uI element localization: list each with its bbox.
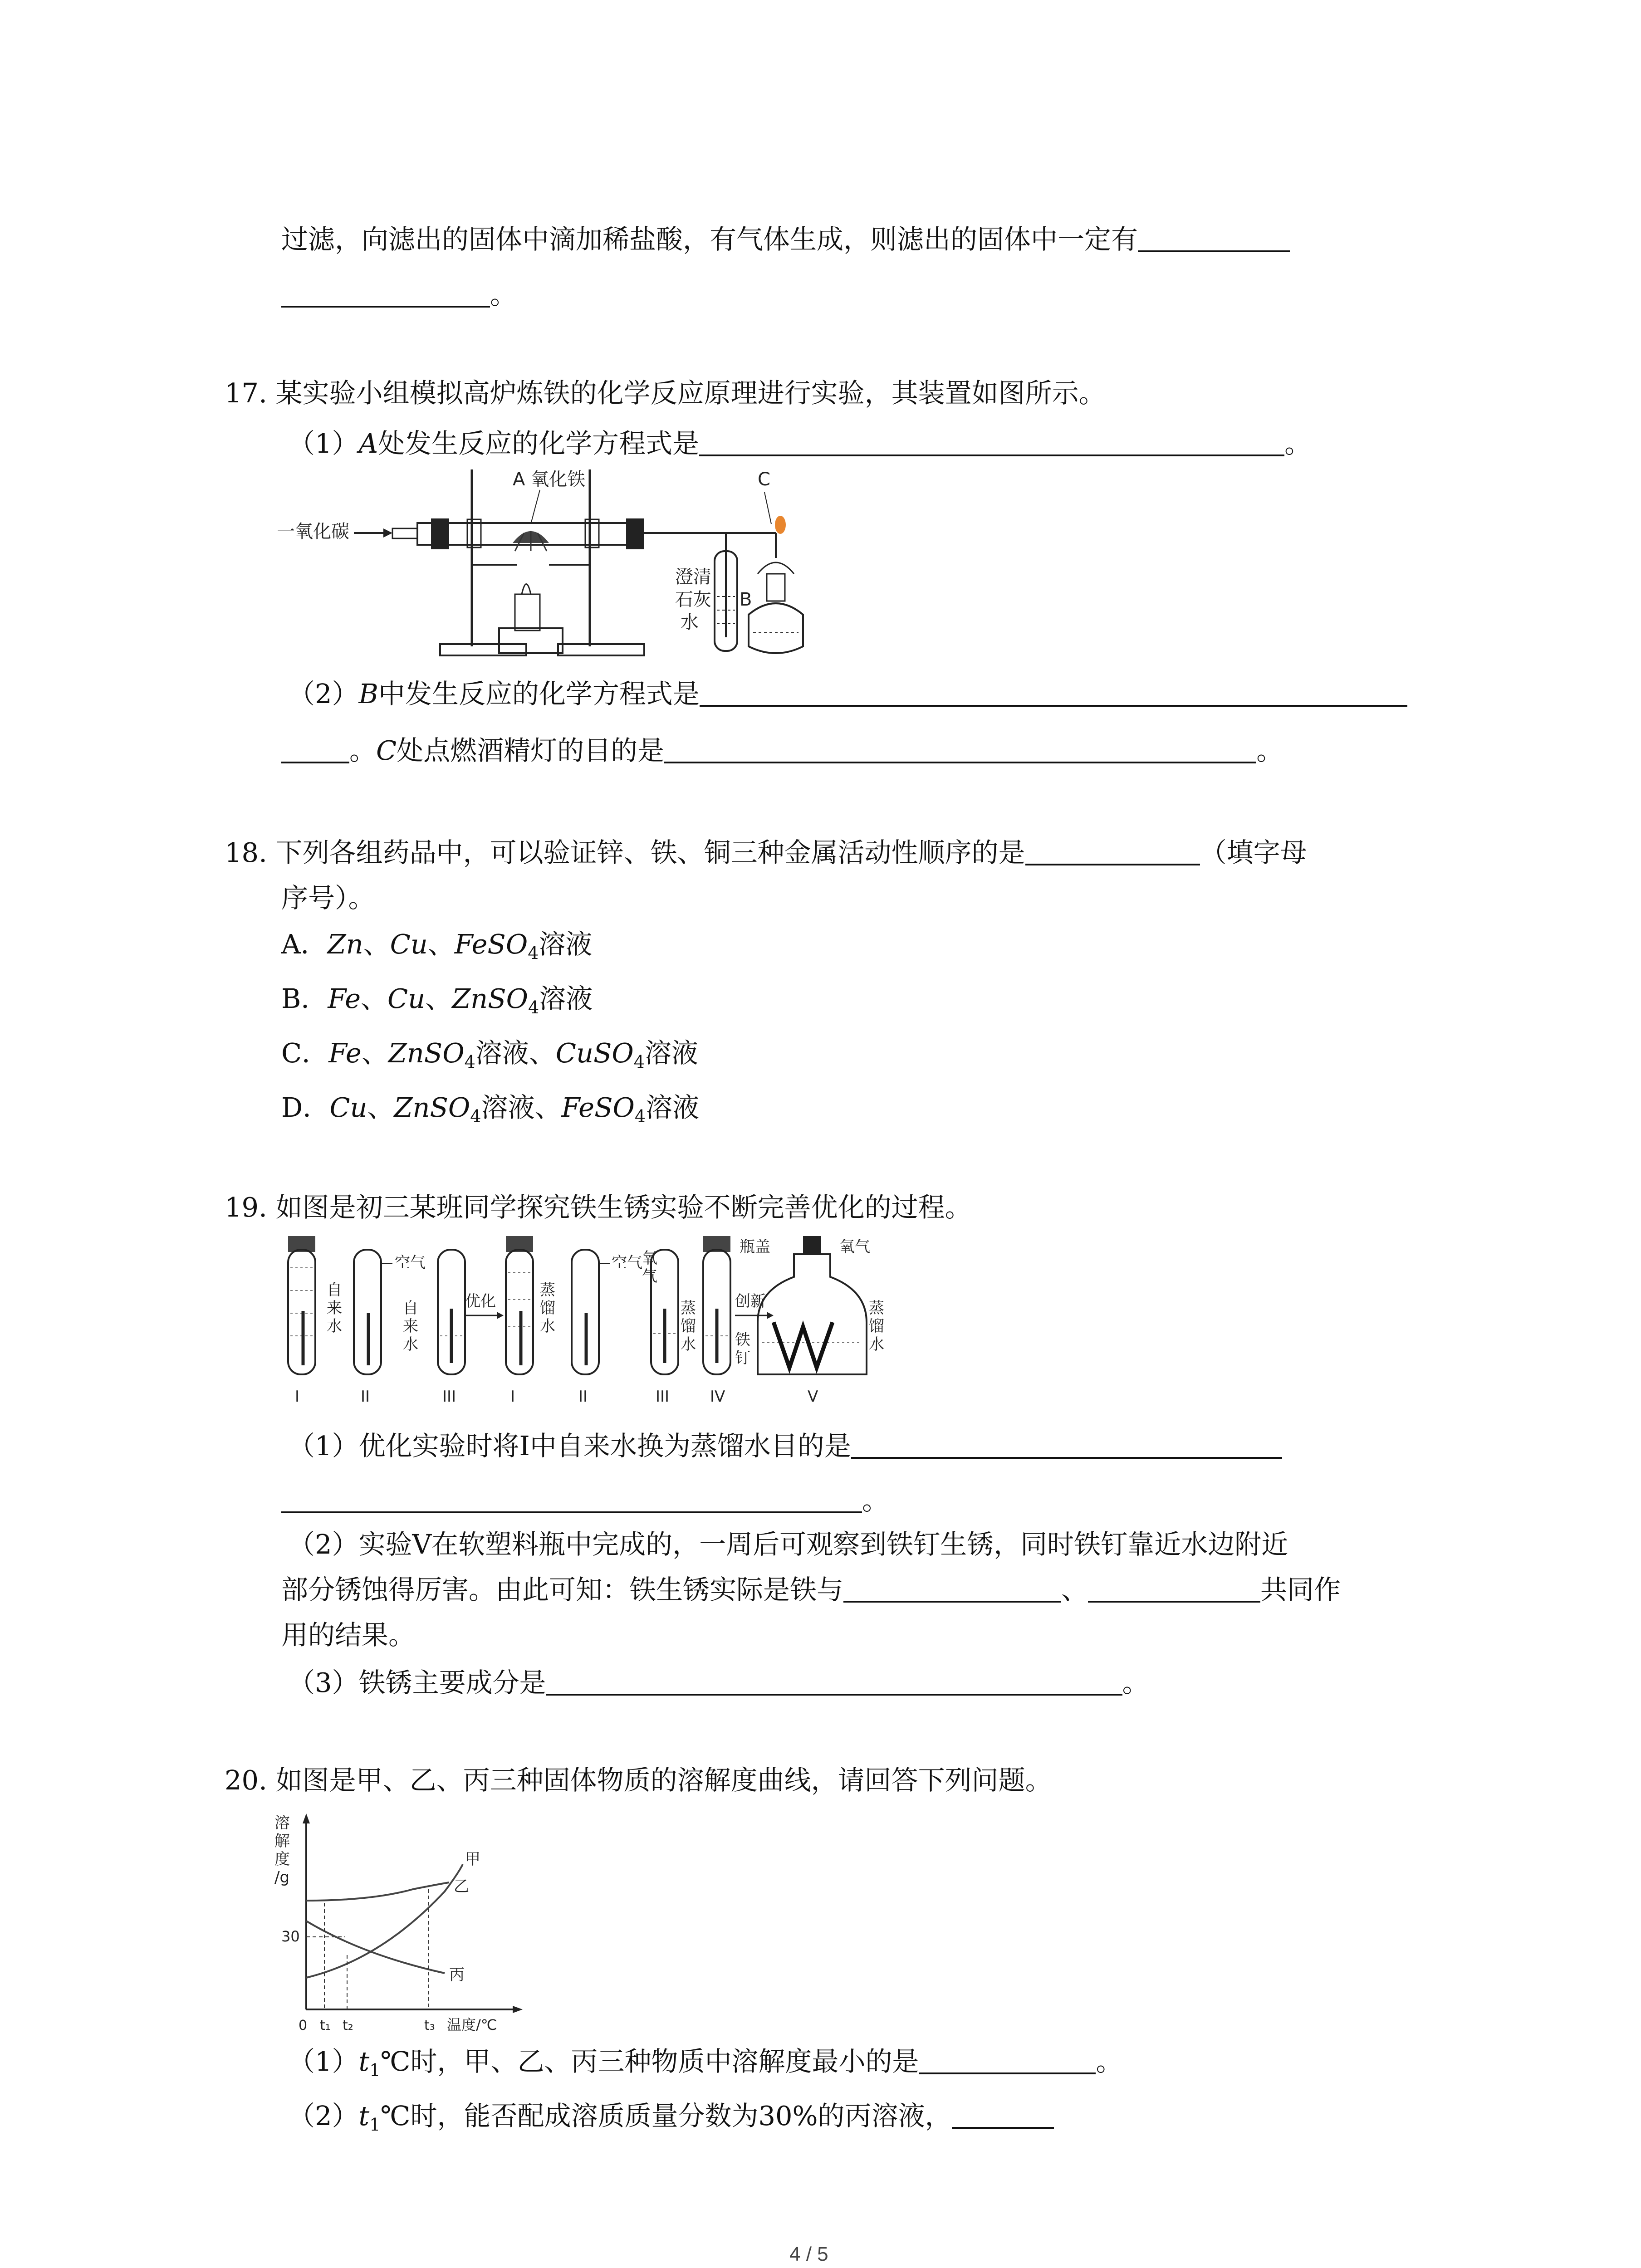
q19-part3-blank[interactable] <box>546 1667 1122 1696</box>
blast-furnace-apparatus-figure <box>277 465 880 667</box>
svg-text:空气: 空气 <box>395 1254 426 1272</box>
q16-answer-blank-2[interactable] <box>281 279 490 308</box>
curve-yi <box>306 1882 449 1901</box>
q16-line1: 过滤，向滤出的固体中滴加稀盐酸，有气体生成，则滤出的固体中一定有 <box>281 221 1290 258</box>
svg-text:铁: 铁 <box>735 1331 750 1349</box>
q18-stem: 18. 下列各组药品中，可以验证锌、铁、铜三种金属活动性顺序的是 （填字母 <box>225 837 1307 868</box>
page-number: 4 / 5 <box>789 2243 828 2265</box>
rust-experiment-figure <box>281 1232 885 1418</box>
q18-option-b[interactable]: B．Fe、Cu、ZnSO$_4$溶液 <box>281 983 593 1017</box>
svg-text:蒸: 蒸 <box>869 1299 884 1317</box>
svg-text:瓶盖: 瓶盖 <box>740 1238 770 1256</box>
q20-part2: $(2)t_1℃$时，能否配成溶质质量分数为30%的丙溶液， <box>288 2098 1054 2134</box>
svg-text:II: II <box>578 1388 588 1406</box>
svg-text:t₃: t₃ <box>424 2018 435 2033</box>
svg-text:创新: 创新 <box>735 1292 766 1310</box>
curve-jia <box>306 1864 463 1978</box>
svg-text:III: III <box>442 1388 456 1406</box>
q19-part1: （1）优化实验时将Ⅰ中自来水换为蒸馏水目的是 <box>288 1428 1282 1464</box>
svg-text:空气: 空气 <box>612 1254 642 1272</box>
svg-text:30: 30 <box>281 1928 300 1945</box>
q19-part2: （2）实验Ⅴ在软塑料瓶中完成的，一周后可观察到铁钉生锈，同时铁钉靠近水边附近 <box>288 1529 1288 1560</box>
svg-text:温度/℃: 温度/℃ <box>447 2016 497 2033</box>
q20-part1: $(1)t_1℃$时，甲、乙、丙三种物质中溶解度最小的是 。 <box>288 2046 1123 2080</box>
svg-text:度: 度 <box>274 1850 290 1868</box>
svg-text:乙: 乙 <box>454 1877 469 1896</box>
q18-stem-line2: 序号）。 <box>281 882 375 914</box>
svg-text:自: 自 <box>327 1281 342 1299</box>
q16-line2: 。 <box>281 277 517 313</box>
svg-text:0: 0 <box>299 2018 308 2033</box>
q18-option-d[interactable]: D．Cu、ZnSO$_4$溶液、FeSO$_4$溶液 <box>281 1092 700 1126</box>
svg-text:蒸: 蒸 <box>681 1299 696 1317</box>
svg-text:A 氧化铁: A 氧化铁 <box>513 469 586 490</box>
svg-text:石灰: 石灰 <box>675 589 711 610</box>
svg-text:馏: 馏 <box>681 1317 696 1335</box>
svg-text:甲: 甲 <box>465 1850 480 1868</box>
q19-part1-blank-cont[interactable] <box>281 1484 862 1513</box>
svg-text:水: 水 <box>403 1335 418 1354</box>
q19-part2-blank-1[interactable] <box>843 1574 1061 1603</box>
svg-text:来: 来 <box>403 1317 418 1335</box>
svg-text:C: C <box>758 469 770 490</box>
svg-text:钉: 钉 <box>735 1349 750 1367</box>
svg-text:I: I <box>510 1388 515 1406</box>
svg-text:氧: 氧 <box>642 1249 657 1267</box>
q17-part1: （1）A处发生反应的化学方程式是 。 <box>288 428 1312 459</box>
q17-part2-blank[interactable] <box>700 678 1407 707</box>
q19-stem: 19. 如图是初三某班同学探究铁生锈实验不断完善优化的过程。 <box>225 1192 972 1223</box>
q17-part2: （2）B中发生反应的化学方程式是 <box>288 676 1407 712</box>
q19-part3: （3）铁锈主要成分是 。 <box>288 1667 1149 1698</box>
q19-part1-line2: 。 <box>281 1482 889 1519</box>
svg-text:水: 水 <box>681 1335 696 1354</box>
svg-text:水: 水 <box>869 1335 884 1354</box>
svg-text:馏: 馏 <box>540 1299 555 1317</box>
svg-text:III: III <box>656 1388 670 1406</box>
svg-text:馏: 馏 <box>869 1317 884 1335</box>
q18-option-c[interactable]: C．Fe、ZnSO$_4$溶液、CuSO$_4$溶液 <box>281 1037 698 1072</box>
q20-part1-blank[interactable] <box>919 2045 1096 2074</box>
curve-bing <box>306 1921 445 1973</box>
svg-text:丙: 丙 <box>449 1966 465 1984</box>
svg-text:一氧化碳: 一氧化碳 <box>277 521 349 542</box>
q17-part3-blank[interactable] <box>664 734 1256 763</box>
svg-text:气: 气 <box>642 1267 657 1286</box>
svg-text:溶: 溶 <box>274 1814 290 1832</box>
svg-text:B: B <box>740 589 752 610</box>
q19-part2-line2: 部分锈蚀得厉害。由此可知：铁生锈实际是铁与 、 共同作 <box>281 1574 1341 1605</box>
q19-part2-blank-2[interactable] <box>1088 1574 1260 1603</box>
q17-stem: 17. 某实验小组模拟高炉炼铁的化学反应原理进行实验，其装置如图所示。 <box>225 377 1106 409</box>
q17-part2-blank-cont[interactable] <box>281 734 349 763</box>
q20-stem: 20. 如图是甲、乙、丙三种固体物质的溶解度曲线，请回答下列问题。 <box>225 1765 1052 1796</box>
q16-answer-blank[interactable] <box>1138 223 1290 252</box>
svg-text:水: 水 <box>327 1317 342 1335</box>
svg-text:水: 水 <box>540 1317 555 1335</box>
q17-part1-blank[interactable] <box>699 427 1284 456</box>
svg-text:优化: 优化 <box>465 1292 496 1310</box>
svg-text:氧气: 氧气 <box>839 1238 870 1256</box>
svg-text:V: V <box>808 1388 818 1406</box>
svg-text:水: 水 <box>681 612 699 633</box>
q17-part2-line2: 。C处点燃酒精灯的目的是 。 <box>281 733 1283 769</box>
svg-text:自: 自 <box>403 1299 418 1317</box>
svg-text:t₁: t₁ <box>320 2018 331 2033</box>
svg-text:来: 来 <box>327 1299 342 1317</box>
q20-part2-blank[interactable] <box>952 2100 1054 2129</box>
svg-text:澄清: 澄清 <box>675 567 711 587</box>
svg-text:t₂: t₂ <box>343 2018 353 2033</box>
solubility-curve-figure <box>272 1810 526 2037</box>
svg-text:蒸: 蒸 <box>540 1281 555 1299</box>
q18-option-a[interactable]: A．Zn、Cu、FeSO$_4$溶液 <box>281 929 593 963</box>
svg-text:I: I <box>295 1388 300 1406</box>
svg-text:II: II <box>361 1388 370 1406</box>
q19-part1-blank[interactable] <box>851 1430 1282 1459</box>
svg-text:IV: IV <box>710 1388 725 1406</box>
q18-answer-blank[interactable] <box>1025 836 1200 865</box>
svg-text:解: 解 <box>274 1832 290 1850</box>
q19-part2-line3: 用的结果。 <box>281 1619 416 1651</box>
svg-text:/g: /g <box>274 1868 290 1887</box>
